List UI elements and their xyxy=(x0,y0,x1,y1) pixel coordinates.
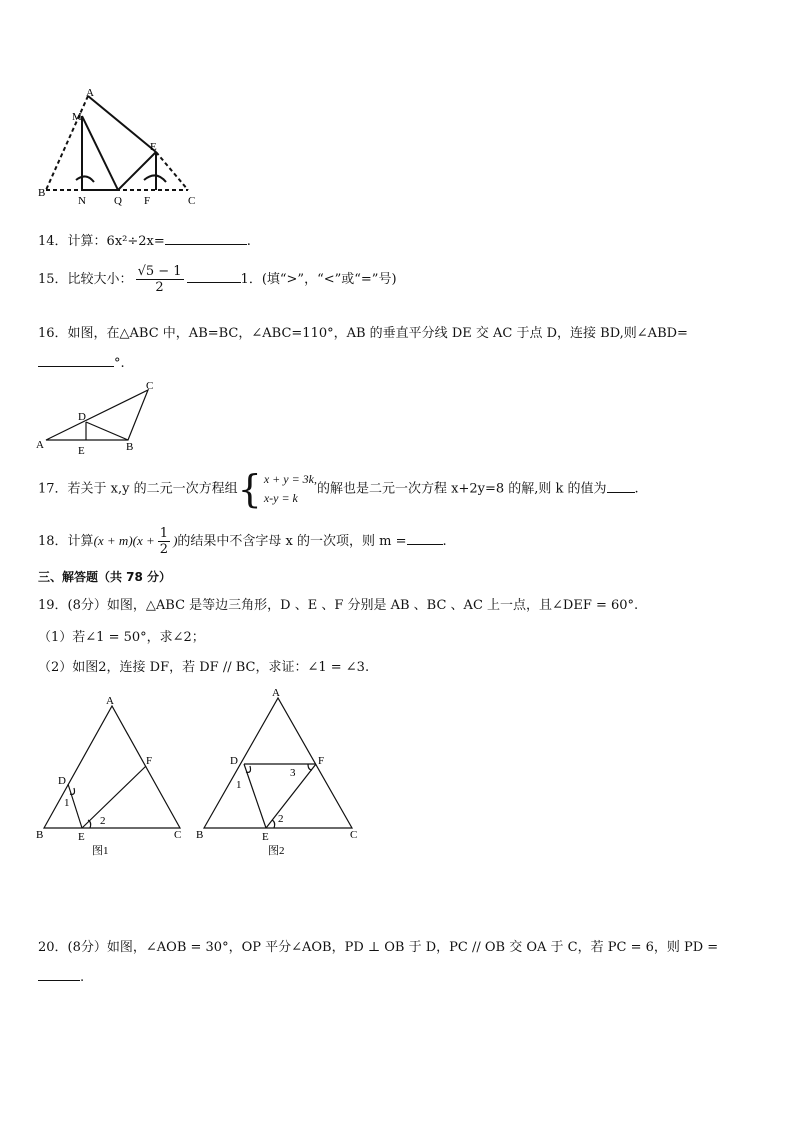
fig2-caption: 图2 xyxy=(268,845,285,857)
fig1-label-b: B xyxy=(36,829,44,841)
question-text: 比较大小： xyxy=(67,272,133,287)
segment-ac xyxy=(88,96,156,152)
label-c: C xyxy=(188,195,196,207)
segment-mq xyxy=(82,116,118,190)
figure-q13 xyxy=(38,86,208,208)
question-number: 18． xyxy=(38,534,68,549)
fig2-label-d: D xyxy=(230,755,238,767)
fig1-label-f: F xyxy=(146,755,153,767)
fraction: $\frac{√5 - 1}{2}$ xyxy=(137,264,182,295)
label-a: A xyxy=(36,439,44,451)
system-brace: { xyxy=(237,467,262,511)
fig1-label-1: 1 xyxy=(64,797,70,809)
segment-db xyxy=(86,422,128,440)
fig2-label-2: 2 xyxy=(278,813,284,825)
question-text: (8分）如图，∠AOB = 30°，OP 平分∠AOB，PD ⊥ OB 于 D，PC // OB 交 OA 于 C，若 PC = 6，则 PD = xyxy=(67,940,719,955)
fig2-label-a: A xyxy=(272,687,280,699)
label-b: B xyxy=(38,187,46,199)
figure-q19 xyxy=(34,684,374,860)
question-number: 15． xyxy=(38,272,68,287)
question-20 xyxy=(38,936,718,955)
fig2-label-e: E xyxy=(262,831,269,843)
fig1-label-2: 2 xyxy=(100,815,106,827)
label-e: E xyxy=(78,445,85,457)
question-19 xyxy=(38,594,638,613)
question-18: 18．计算(x + m)(x + $\frac{1}{2}$ )的结果中不含字母 x 的一次项，则 m = . xyxy=(38,526,447,557)
equation-system: x + y = 3k, x-y = k xyxy=(263,472,317,505)
question-19-part-1: （1）若∠1 = 50°，求∠2； xyxy=(38,630,205,645)
answer-blank[interactable] xyxy=(165,232,247,245)
fig1-label-d: D xyxy=(58,775,66,787)
label-f: F xyxy=(144,195,151,207)
question-number: 14． xyxy=(38,234,68,249)
label-c: C xyxy=(146,380,154,392)
fig2-label-3: 3 xyxy=(290,767,296,779)
label-a: A xyxy=(86,87,94,99)
question-15: 15．比较大小： $\frac{√5 - 1}{2}$ 1．(填“>”，“<”或“=”号) xyxy=(38,264,397,295)
fig2-angle2-arc xyxy=(272,820,275,828)
fraction: $\frac{1}{2}$ xyxy=(159,526,169,557)
fold-arrow-left xyxy=(76,176,94,182)
answer-blank[interactable] xyxy=(38,354,114,367)
segment-ec-dashed xyxy=(156,152,188,190)
fig1-segment-ef xyxy=(82,766,146,828)
question-text: 如图，在△ABC 中，AB=BC，∠ABC=110°，AB 的垂直平分线 DE 交 AC 于点 D，连接 BD,则∠ABD= xyxy=(67,326,688,341)
question-text: 若关于 x,y 的二元一次方程组 xyxy=(67,481,238,497)
label-q: Q xyxy=(114,195,122,207)
answer-blank[interactable] xyxy=(187,270,241,283)
answer-blank[interactable] xyxy=(607,480,635,493)
fig2-label-1: 1 xyxy=(236,779,242,791)
fig1-triangle xyxy=(44,706,180,828)
question-17: 17．若关于 x,y 的二元一次方程组{ x + y = 3k, x-y = k的解也是二元一次方程 x+2y=8 的解,则 k 的值为 . xyxy=(38,467,639,511)
question-20-blank-line: . xyxy=(38,968,84,985)
answer-blank[interactable] xyxy=(407,532,443,545)
fig2-label-c: C xyxy=(350,829,358,841)
figure-q16 xyxy=(34,380,164,458)
fig1-caption: 图1 xyxy=(92,845,109,857)
triangle-abc xyxy=(46,390,148,440)
question-number: 16． xyxy=(38,326,68,341)
question-number: 20． xyxy=(38,940,68,955)
question-number: 17． xyxy=(38,481,68,497)
fig2-segment-de xyxy=(244,764,266,828)
segment-eq xyxy=(118,152,156,190)
label-e: E xyxy=(150,141,157,153)
question-19-part-2: （2）如图2，连接 DF，若 DF // BC，求证：∠1 = ∠3. xyxy=(38,660,370,675)
fig2-triangle xyxy=(204,698,352,828)
fig1-label-e: E xyxy=(78,831,85,843)
label-m: M xyxy=(72,111,82,123)
question-14: 14．计算：6x²÷2x= . xyxy=(38,234,251,249)
label-b: B xyxy=(126,441,134,453)
question-number: 19． xyxy=(38,598,68,613)
fig1-label-c: C xyxy=(174,829,182,841)
question-text: 计算：6x²÷2x= xyxy=(67,234,165,249)
question-16 xyxy=(38,322,688,341)
fig1-label-a: A xyxy=(106,695,114,707)
section-title: 三、解答题（共 78 分） xyxy=(38,570,172,584)
label-d: D xyxy=(78,411,86,423)
question-text: (8分）如图，△ABC 是等边三角形，D 、E 、F 分别是 AB 、BC 、AC 上一点，且∠DEF = 60°. xyxy=(67,598,639,613)
fig2-label-b: B xyxy=(196,829,204,841)
answer-blank[interactable] xyxy=(38,968,80,981)
fig2-label-f: F xyxy=(318,755,325,767)
question-16-blank-line: °. xyxy=(38,354,125,371)
label-n: N xyxy=(78,195,86,207)
